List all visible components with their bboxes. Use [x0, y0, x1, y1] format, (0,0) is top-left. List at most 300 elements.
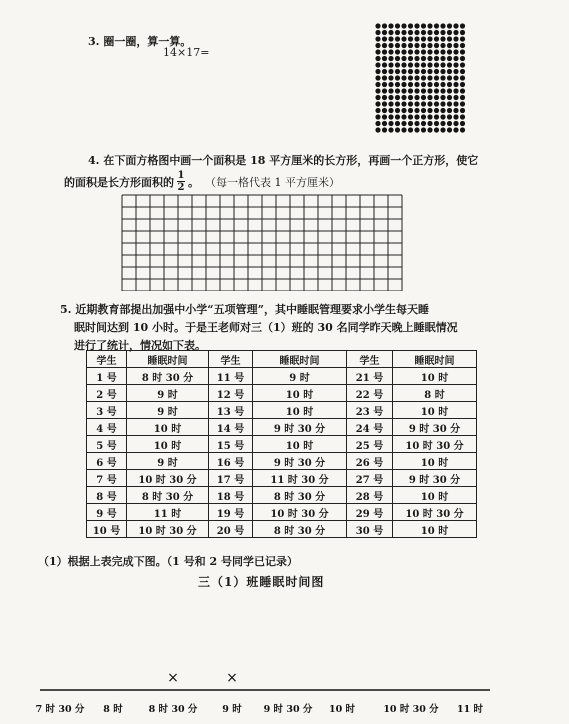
- dot: [401, 127, 406, 132]
- dot: [382, 69, 387, 74]
- dot: [408, 69, 413, 74]
- dot: [395, 108, 400, 113]
- square-grid-paper[interactable]: [120, 193, 410, 291]
- dot: [388, 62, 393, 67]
- dot: [427, 108, 432, 113]
- dot: [414, 82, 419, 87]
- student-number-cell: 9 号: [87, 504, 127, 521]
- table-row: [87, 487, 477, 504]
- dot: [421, 49, 426, 54]
- dot: [388, 101, 393, 106]
- axis-tick-label: 7 时 30 分: [35, 704, 85, 715]
- dot: [453, 95, 458, 100]
- dot: [447, 121, 452, 126]
- dot: [395, 95, 400, 100]
- table-row: [87, 368, 477, 385]
- dot: [434, 30, 439, 35]
- dot: [395, 36, 400, 41]
- sleep-time-cell: 9 时: [127, 453, 209, 470]
- dot: [382, 101, 387, 106]
- dot: [434, 62, 439, 67]
- student-number-cell: 30 号: [347, 521, 393, 538]
- dot: [395, 101, 400, 106]
- question-4-note: （每一格代表 1 平方厘米）: [205, 175, 340, 189]
- dot: [460, 49, 465, 54]
- sleep-time-cell: 8 时 30 分: [253, 487, 347, 504]
- question-3-expression: 14×17=: [163, 46, 210, 59]
- dot: [401, 114, 406, 119]
- dot: [440, 95, 445, 100]
- table-header-cell: 睡眠时间: [253, 351, 347, 368]
- sub-question-1: （1）根据上表完成下图。（1 号和 2 号同学已记录）: [38, 555, 298, 568]
- dot: [460, 88, 465, 93]
- dot: [460, 108, 465, 113]
- dot: [414, 62, 419, 67]
- dot: [408, 88, 413, 93]
- dot: [382, 36, 387, 41]
- dot: [401, 121, 406, 126]
- dot: [440, 49, 445, 54]
- dot: [440, 56, 445, 61]
- dot: [388, 82, 393, 87]
- dot: [388, 95, 393, 100]
- dot: [447, 69, 452, 74]
- table-row: [87, 385, 477, 402]
- student-number-cell: 23 号: [347, 402, 393, 419]
- sleep-time-cell: 9 时: [127, 402, 209, 419]
- dot: [382, 75, 387, 80]
- dot: [414, 43, 419, 48]
- dot: [382, 88, 387, 93]
- student-number-cell: 11 号: [209, 368, 253, 385]
- dot: [440, 101, 445, 106]
- dot: [453, 121, 458, 126]
- dot: [440, 43, 445, 48]
- dot: [401, 101, 406, 106]
- dot: [440, 23, 445, 28]
- dot: [440, 30, 445, 35]
- student-number-cell: 10 号: [87, 521, 127, 538]
- table-header-cell: 睡眠时间: [127, 351, 209, 368]
- dot: [434, 75, 439, 80]
- dot: [395, 30, 400, 35]
- student-number-cell: 4 号: [87, 419, 127, 436]
- dot: [382, 108, 387, 113]
- student-number-cell: 3 号: [87, 402, 127, 419]
- dot: [414, 56, 419, 61]
- sleep-time-cell: 10 时: [253, 385, 347, 402]
- dot: [421, 95, 426, 100]
- dot: [421, 23, 426, 28]
- dot: [395, 49, 400, 54]
- dot: [427, 56, 432, 61]
- dot: [427, 69, 432, 74]
- table-row: [87, 402, 477, 419]
- dot: [453, 82, 458, 87]
- axis-tick-label: 11 时: [456, 704, 484, 715]
- student-number-cell: 15 号: [209, 436, 253, 453]
- dot: [414, 36, 419, 41]
- question-5-line-1: 5. 近期教育部提出加强中小学“五项管理”，其中睡眠管理要求小学生每天睡: [60, 303, 429, 316]
- dot: [395, 114, 400, 119]
- sleep-time-cell: 10 时 30 分: [127, 521, 209, 538]
- dot: [440, 62, 445, 67]
- dot: [382, 121, 387, 126]
- dot: [427, 88, 432, 93]
- dot: [447, 95, 452, 100]
- dot: [382, 127, 387, 132]
- dot: [395, 75, 400, 80]
- student-number-cell: 25 号: [347, 436, 393, 453]
- dot: [408, 23, 413, 28]
- student-number-cell: 6 号: [87, 453, 127, 470]
- student-number-cell: 28 号: [347, 487, 393, 504]
- dot: [408, 95, 413, 100]
- dot: [421, 101, 426, 106]
- dot: [460, 69, 465, 74]
- sleep-time-dot-plot[interactable]: [30, 650, 500, 724]
- axis-tick-label: 10 时: [328, 704, 356, 715]
- dot: [427, 101, 432, 106]
- dot: [395, 56, 400, 61]
- dot: [453, 75, 458, 80]
- dot: [453, 43, 458, 48]
- dot: [375, 121, 380, 126]
- dot: [395, 127, 400, 132]
- dot: [460, 114, 465, 119]
- axis-tick-label: 8 时: [103, 704, 123, 715]
- dot: [382, 95, 387, 100]
- sleep-time-cell: 10 时 30 分: [127, 470, 209, 487]
- table-row: [87, 470, 477, 487]
- student-number-cell: 7 号: [87, 470, 127, 487]
- dot: [382, 114, 387, 119]
- dot: [434, 88, 439, 93]
- dot: [375, 36, 380, 41]
- dot: [421, 75, 426, 80]
- dot: [395, 69, 400, 74]
- dot: [434, 114, 439, 119]
- dot: [427, 121, 432, 126]
- table-header-cell: 学生: [209, 351, 253, 368]
- dot: [375, 62, 380, 67]
- dot: [414, 127, 419, 132]
- sleep-time-cell: 9 时: [253, 368, 347, 385]
- dot: [460, 56, 465, 61]
- sleep-time-cell: 10 时 30 分: [393, 436, 477, 453]
- dot: [421, 43, 426, 48]
- table-header-row: [87, 351, 477, 368]
- dot: [434, 43, 439, 48]
- sleep-time-cell: 10 时: [253, 402, 347, 419]
- dot: [388, 30, 393, 35]
- dot: [453, 108, 458, 113]
- student-number-cell: 5 号: [87, 436, 127, 453]
- axis-tick-label: 10 时 30 分: [383, 704, 439, 715]
- student-number-cell: 8 号: [87, 487, 127, 504]
- dot: [460, 101, 465, 106]
- dot: [414, 108, 419, 113]
- student-number-cell: 21 号: [347, 368, 393, 385]
- sleep-time-cell: 8 时 30 分: [127, 487, 209, 504]
- sleep-time-cell: 10 时: [393, 487, 477, 504]
- dot: [460, 36, 465, 41]
- sleep-time-cell: 10 时: [393, 368, 477, 385]
- dot: [421, 30, 426, 35]
- dot: [434, 82, 439, 87]
- student-number-cell: 14 号: [209, 419, 253, 436]
- sleep-time-cell: 10 时: [393, 521, 477, 538]
- dot: [375, 56, 380, 61]
- sleep-time-cell: 9 时 30 分: [393, 419, 477, 436]
- dot: [427, 82, 432, 87]
- dot: [414, 101, 419, 106]
- dot: [408, 82, 413, 87]
- dot: [421, 56, 426, 61]
- dot: [434, 95, 439, 100]
- dot: [460, 43, 465, 48]
- dot: [460, 95, 465, 100]
- dot: [408, 56, 413, 61]
- dot: [434, 121, 439, 126]
- dot: [414, 69, 419, 74]
- sleep-time-cell: 9 时 30 分: [253, 419, 347, 436]
- dot: [401, 62, 406, 67]
- dot: [460, 62, 465, 67]
- dot: [427, 49, 432, 54]
- dot: [408, 127, 413, 132]
- dot: [440, 75, 445, 80]
- sleep-time-cell: 9 时 30 分: [253, 453, 347, 470]
- dot: [434, 23, 439, 28]
- student-number-cell: 26 号: [347, 453, 393, 470]
- table-header-cell: 学生: [347, 351, 393, 368]
- dot: [447, 49, 452, 54]
- dot: [427, 30, 432, 35]
- student-number-cell: 12 号: [209, 385, 253, 402]
- table-row: [87, 521, 477, 538]
- dot: [427, 127, 432, 132]
- dot: [440, 69, 445, 74]
- dot: [401, 88, 406, 93]
- dot: [388, 121, 393, 126]
- dot: [447, 56, 452, 61]
- axis-tick-label: 9 时: [222, 704, 242, 715]
- dot: [440, 114, 445, 119]
- sleep-time-cell: 10 时: [127, 419, 209, 436]
- dot: [453, 88, 458, 93]
- dot: [408, 43, 413, 48]
- dot: [375, 95, 380, 100]
- dot: [447, 62, 452, 67]
- axis-tick-label: 8 时 30 分: [148, 704, 198, 715]
- dot: [382, 30, 387, 35]
- dot: [388, 75, 393, 80]
- dot: [414, 23, 419, 28]
- axis-tick-label: 9 时 30 分: [263, 704, 313, 715]
- dot: [388, 127, 393, 132]
- dot: [401, 56, 406, 61]
- dot: [408, 121, 413, 126]
- student-number-cell: 17 号: [209, 470, 253, 487]
- sleep-time-cell: 10 时: [393, 453, 477, 470]
- dot: [414, 30, 419, 35]
- dot: [401, 69, 406, 74]
- dot: [434, 127, 439, 132]
- dot: [460, 23, 465, 28]
- dot: [395, 121, 400, 126]
- dot: [440, 36, 445, 41]
- dot: [453, 49, 458, 54]
- dot-array: [372, 21, 522, 133]
- dot: [388, 56, 393, 61]
- dot: [388, 23, 393, 28]
- sleep-time-cell: 8 时: [393, 385, 477, 402]
- dot: [408, 101, 413, 106]
- dot: [408, 30, 413, 35]
- dot: [421, 108, 426, 113]
- dot: [460, 30, 465, 35]
- dot: [375, 108, 380, 113]
- dot: [388, 88, 393, 93]
- dot: [408, 36, 413, 41]
- dot: [382, 49, 387, 54]
- dot: [453, 62, 458, 67]
- dot: [434, 101, 439, 106]
- sleep-time-cell: 8 时 30 分: [253, 521, 347, 538]
- sleep-time-cell: 10 时: [253, 436, 347, 453]
- dot: [460, 75, 465, 80]
- dot: [440, 82, 445, 87]
- dot: [395, 43, 400, 48]
- dot: [447, 127, 452, 132]
- dot: [453, 36, 458, 41]
- dot: [408, 62, 413, 67]
- dot: [401, 108, 406, 113]
- dot: [440, 108, 445, 113]
- dot: [447, 30, 452, 35]
- dot: [434, 108, 439, 113]
- dot: [388, 114, 393, 119]
- dot: [401, 49, 406, 54]
- dot: [447, 114, 452, 119]
- dot: [440, 127, 445, 132]
- sleep-time-table: [86, 350, 477, 538]
- data-mark-x: ×: [167, 670, 179, 686]
- table-row: [87, 436, 477, 453]
- dot: [408, 49, 413, 54]
- table-row: [87, 419, 477, 436]
- dot: [447, 23, 452, 28]
- dot: [427, 95, 432, 100]
- dot: [447, 36, 452, 41]
- dot: [382, 62, 387, 67]
- dot: [414, 121, 419, 126]
- dot: [375, 69, 380, 74]
- dot: [375, 49, 380, 54]
- dot: [421, 114, 426, 119]
- dot: [388, 69, 393, 74]
- question-3-label: 3. 圈一圈，算一算。: [88, 35, 192, 48]
- dot: [375, 75, 380, 80]
- student-number-cell: 20 号: [209, 521, 253, 538]
- table-header-cell: 学生: [87, 351, 127, 368]
- dot: [375, 30, 380, 35]
- dot: [395, 82, 400, 87]
- dot: [382, 82, 387, 87]
- dot: [388, 49, 393, 54]
- table-header-cell: 睡眠时间: [393, 351, 477, 368]
- dot: [401, 75, 406, 80]
- student-number-cell: 18 号: [209, 487, 253, 504]
- dot: [382, 23, 387, 28]
- student-number-cell: 1 号: [87, 368, 127, 385]
- dot: [447, 108, 452, 113]
- sleep-time-cell: 10 时: [393, 402, 477, 419]
- dot: [401, 82, 406, 87]
- sleep-time-cell: 10 时 30 分: [253, 504, 347, 521]
- dot: [375, 23, 380, 28]
- dot: [453, 30, 458, 35]
- sleep-time-cell: 10 时 30 分: [393, 504, 477, 521]
- student-number-cell: 24 号: [347, 419, 393, 436]
- dot: [414, 95, 419, 100]
- dot: [421, 127, 426, 132]
- dot: [453, 127, 458, 132]
- dot: [447, 88, 452, 93]
- sleep-time-cell: 11 时 30 分: [253, 470, 347, 487]
- question-4-line-1: 4. 在下面方格图中画一个面积是 18 平方厘米的长方形，再画一个正方形，使它: [88, 154, 479, 167]
- dot: [434, 49, 439, 54]
- dot: [440, 88, 445, 93]
- dot: [434, 56, 439, 61]
- dot: [375, 43, 380, 48]
- dot: [421, 36, 426, 41]
- sleep-time-cell: 9 时 30 分: [393, 470, 477, 487]
- dot: [453, 101, 458, 106]
- dot: [453, 56, 458, 61]
- dot: [453, 69, 458, 74]
- dot: [401, 36, 406, 41]
- dot: [453, 114, 458, 119]
- sleep-time-cell: 10 时: [127, 436, 209, 453]
- dot: [382, 43, 387, 48]
- dot: [375, 88, 380, 93]
- dot: [460, 127, 465, 132]
- dot: [401, 23, 406, 28]
- dot: [434, 69, 439, 74]
- sleep-time-cell: 9 时: [127, 385, 209, 402]
- question-4-line-2-prefix: 的面积是长方形面积的: [64, 175, 174, 189]
- dot: [453, 23, 458, 28]
- fraction-numerator: 1: [177, 170, 185, 181]
- dot: [427, 23, 432, 28]
- dot: [421, 82, 426, 87]
- dot: [427, 62, 432, 67]
- dot: [460, 121, 465, 126]
- dot: [427, 43, 432, 48]
- table-row: [87, 453, 477, 470]
- dot: [421, 62, 426, 67]
- student-number-cell: 22 号: [347, 385, 393, 402]
- dot: [421, 88, 426, 93]
- dot: [414, 49, 419, 54]
- dot: [427, 75, 432, 80]
- dot: [447, 82, 452, 87]
- fraction-denominator: 2: [177, 182, 185, 193]
- student-number-cell: 13 号: [209, 402, 253, 419]
- student-number-cell: 27 号: [347, 470, 393, 487]
